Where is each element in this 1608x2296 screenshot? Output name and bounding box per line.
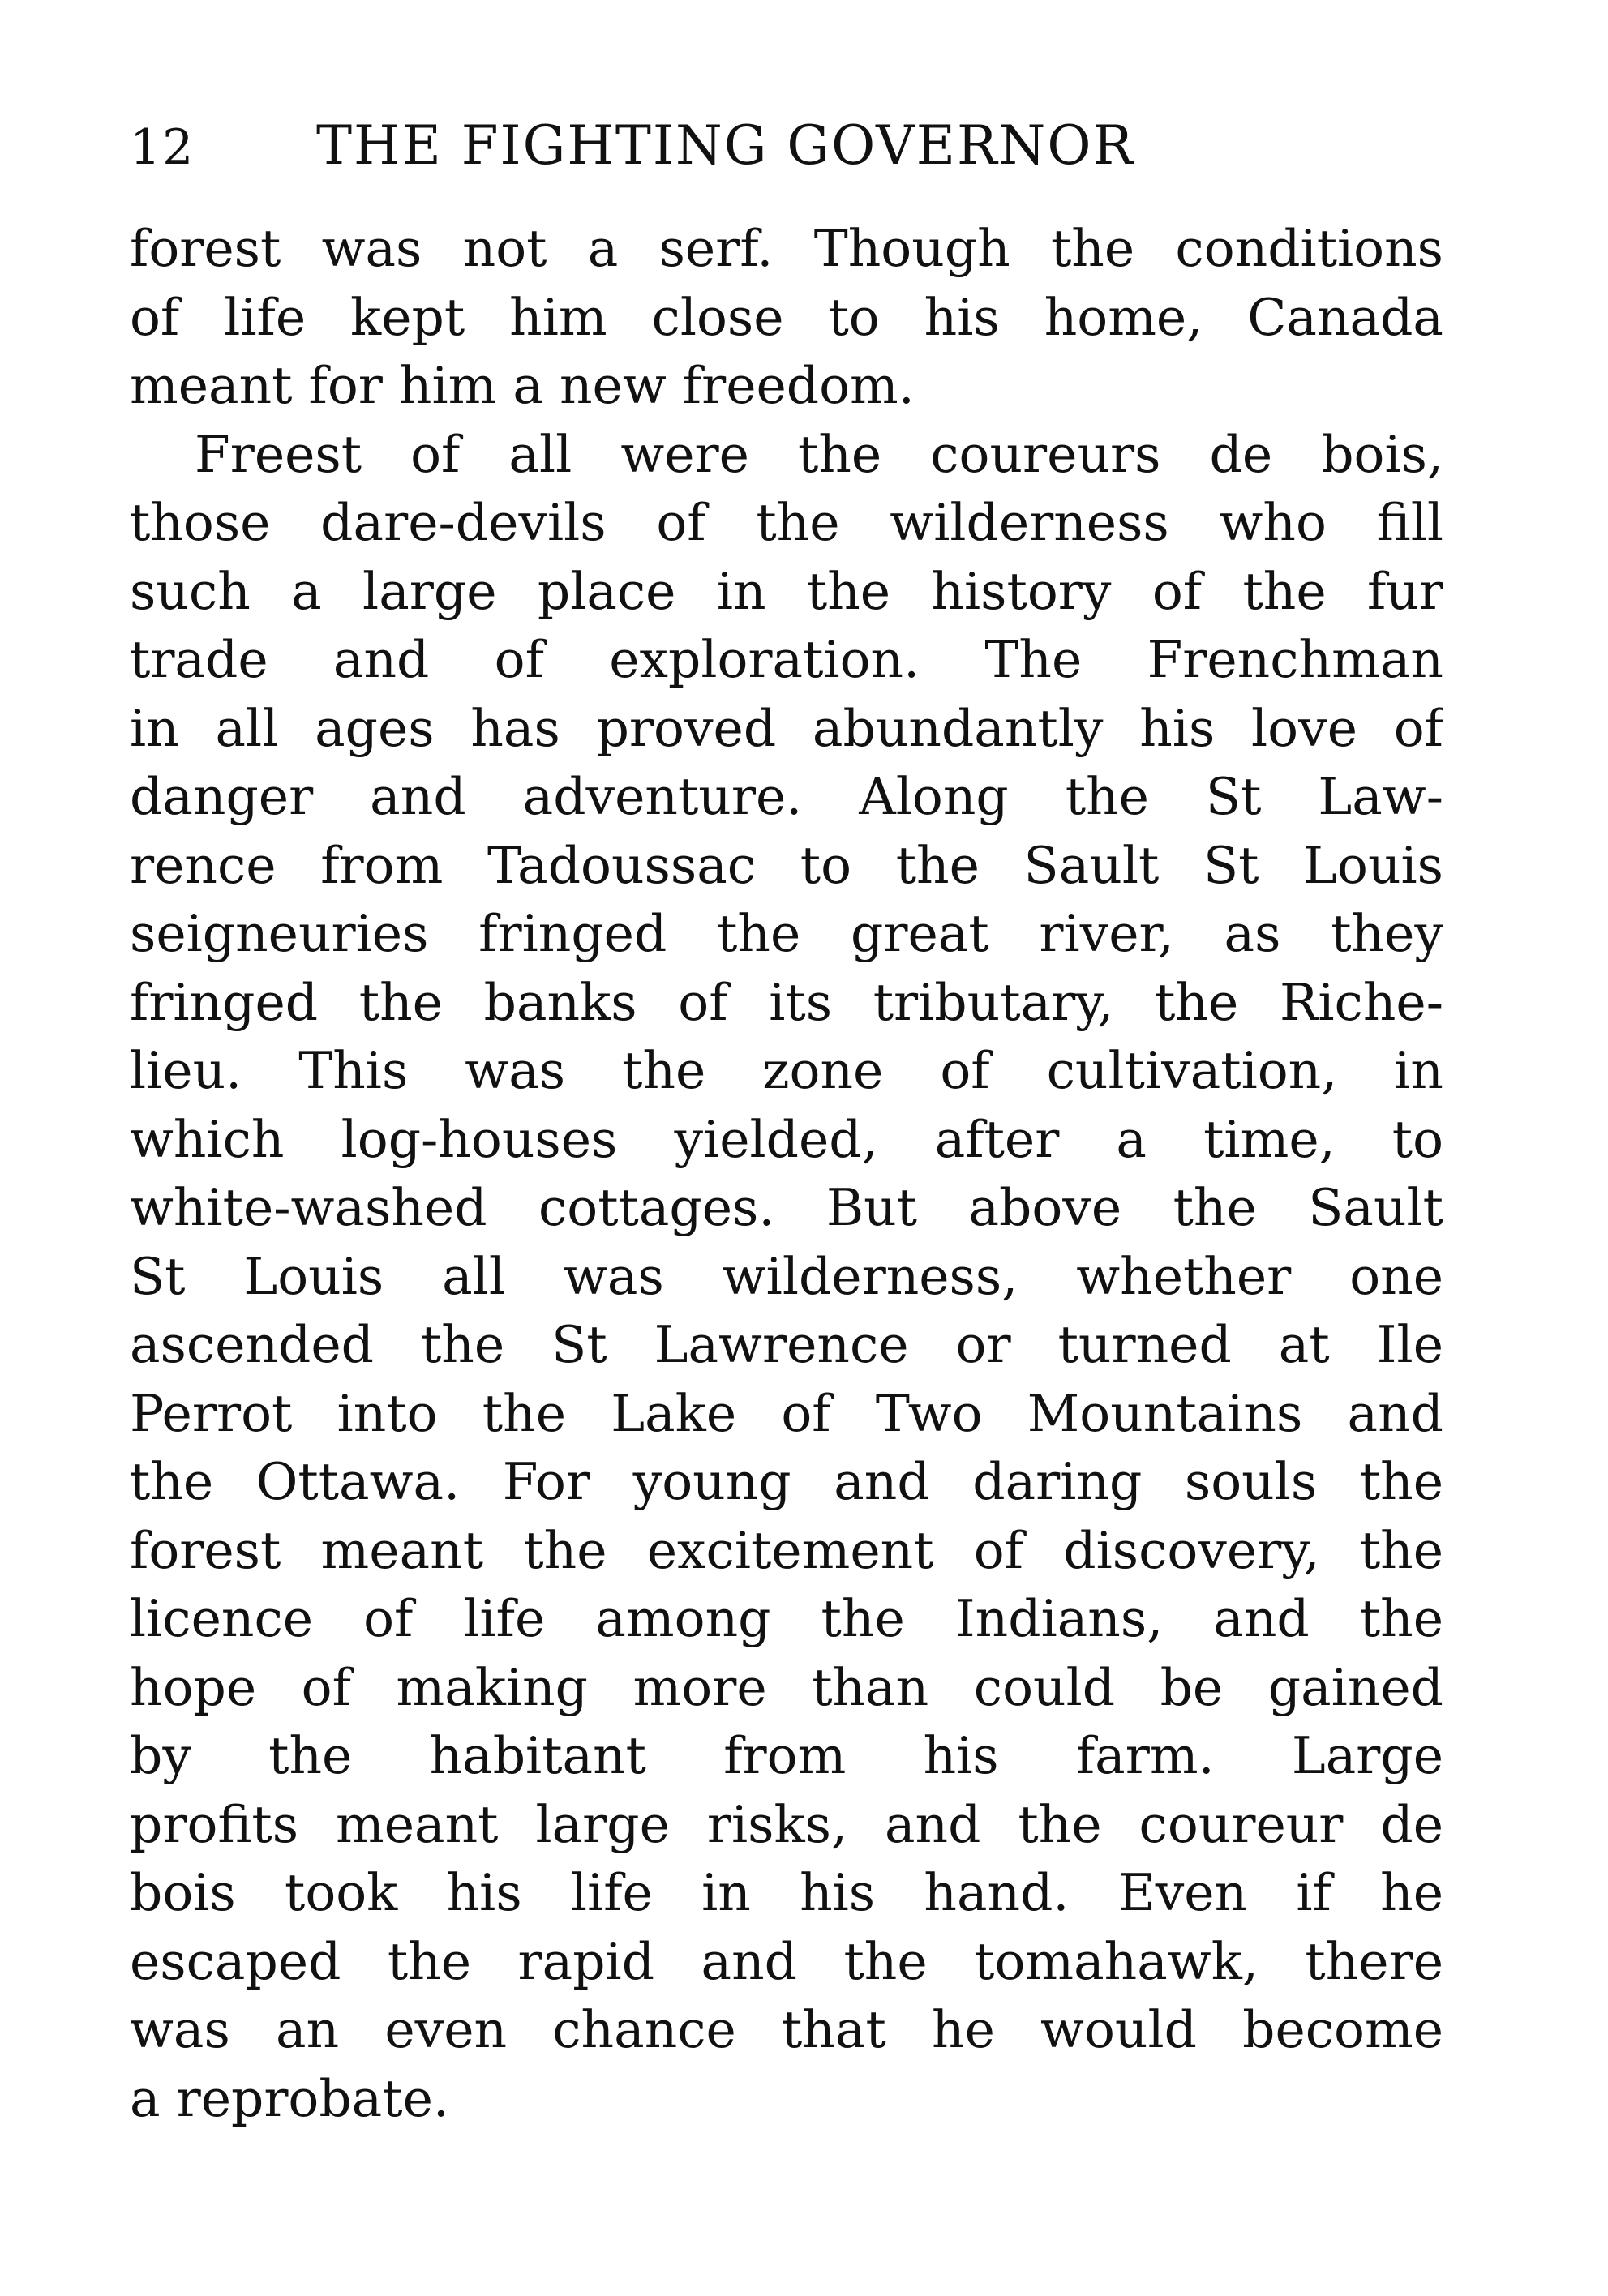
running-head [130, 109, 1443, 182]
text-line: was an even chance that he would become [130, 2000, 1443, 2059]
text-line: rence from Tadoussac to the Sault St Louis [130, 835, 1443, 895]
text-line: fringed the banks of its tributary, the Riche- [130, 972, 1443, 1032]
running-title: THE FIGHTING GOVERNOR [316, 114, 1135, 177]
page-number: 12 [130, 119, 195, 176]
text-line: ascended the St Lawrence or turned at Ile [130, 1315, 1443, 1374]
text-line: danger and adventure. Along the St Law- [130, 767, 1443, 826]
text-line: Perrot into the Lake of Two Mountains and [130, 1383, 1443, 1443]
text-line: profits meant large risks, and the coureur de [130, 1794, 1443, 1854]
text-line: forest was not a serf. Though the conditions [130, 219, 1443, 278]
text-line: Freest of all were the coureurs de bois, [195, 424, 1443, 484]
text-line: a reprobate. [130, 2068, 449, 2128]
text-line: forest meant the excitement of discovery, the [130, 1520, 1443, 1580]
body-text [130, 215, 1443, 2133]
text-line: of life kept him close to his home, Canada [130, 287, 1443, 347]
text-line: such a large place in the history of the fur [130, 561, 1443, 621]
text-line: in all ages has proved abundantly his love of [130, 698, 1443, 758]
text-line: the Ottawa. For young and daring souls the [130, 1452, 1443, 1511]
text-line: hope of making more than could be gained [130, 1657, 1443, 1717]
text-line: meant for him a new freedom. [130, 356, 915, 415]
text-line: lieu. This was the zone of cultivation, in [130, 1041, 1443, 1100]
text-line: bois took his life in his hand. Even if he [130, 1863, 1443, 1922]
text-line: escaped the rapid and the tomahawk, there [130, 1931, 1443, 1991]
text-line: St Louis all was wilderness, whether one [130, 1246, 1443, 1306]
text-line: white-washed cottages. But above the Sault [130, 1178, 1443, 1237]
text-line: trade and of exploration. The Frenchman [130, 630, 1443, 689]
text-line: those dare-devils of the wilderness who fill [130, 493, 1443, 552]
text-line: licence of life among the Indians, and the [130, 1589, 1443, 1648]
text-line: which log-houses yielded, after a time, to [130, 1109, 1443, 1169]
text-line: by the habitant from his farm. Large [130, 1726, 1443, 1785]
text-line: seigneuries fringed the great river, as they [130, 904, 1443, 963]
